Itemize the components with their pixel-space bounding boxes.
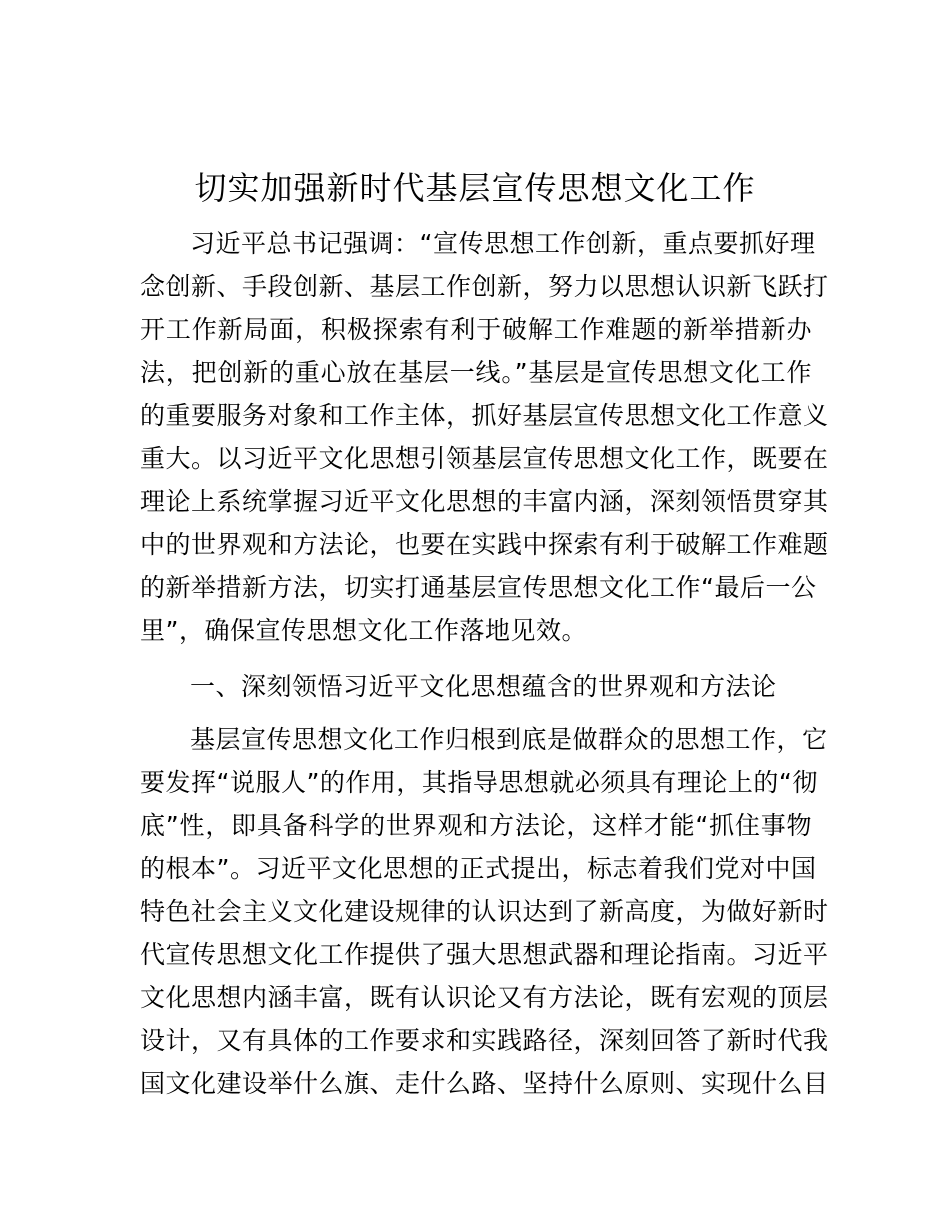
text-line: 的重要服务对象和工作主体，抓好基层宣传思想文化工作意义 <box>140 401 829 430</box>
section-heading: 一、深刻领悟习近平文化思想蕴含的世界观和方法论 <box>190 672 777 701</box>
text-line: 代宣传思想文化工作提供了强大思想武器和理论指南。习近平 <box>140 940 829 969</box>
text-line: 要发挥“说服人”的作用，其指导思想就必须具有理论上的“彻 <box>140 768 818 797</box>
text-line: 念创新、手段创新、基层工作创新，努力以思想认识新飞跃打 <box>140 272 829 301</box>
document-title: 切实加强新时代基层宣传思想文化工作 <box>194 169 756 207</box>
text-line: 文化思想内涵丰富，既有认识论又有方法论，既有宏观的顶层 <box>140 983 829 1012</box>
text-line: 习近平总书记强调：“宣传思想工作创新，重点要抓好理 <box>190 229 816 258</box>
text-line: 开工作新局面，积极探索有利于破解工作难题的新举措新办 <box>140 315 812 344</box>
text-line: 重大。以习近平文化思想引领基层宣传思想文化工作，既要在 <box>140 444 829 473</box>
text-line: 设计，又有具体的工作要求和实践路径，深刻回答了新时代我 <box>140 1026 829 1055</box>
text-line: 的根本”。习近平文化思想的正式提出，标志着我们党对中国 <box>140 854 817 883</box>
text-line: 法，把创新的重心放在基层一线。”基层是宣传思想文化工作 <box>140 358 812 387</box>
text-line: 里”，确保宣传思想文化工作落地见效。 <box>140 616 587 645</box>
text-line: 特色社会主义文化建设规律的认识达到了新高度，为做好新时 <box>140 897 829 926</box>
text-line: 底”性，即具备科学的世界观和方法论，这样才能“抓住事物 <box>140 811 812 840</box>
text-line: 中的世界观和方法论，也要在实践中探索有利于破解工作难题 <box>140 530 829 559</box>
text-line: 的新举措新方法，切实打通基层宣传思想文化工作“最后一公 <box>140 573 817 602</box>
text-line: 理论上系统掌握习近平文化思想的丰富内涵，深刻领悟贯穿其 <box>140 487 829 516</box>
text-line: 国文化建设举什么旗、走什么路、坚持什么原则、实现什么目 <box>140 1069 829 1098</box>
text-line: 基层宣传思想文化工作归根到底是做群众的思想工作，它 <box>190 725 828 754</box>
